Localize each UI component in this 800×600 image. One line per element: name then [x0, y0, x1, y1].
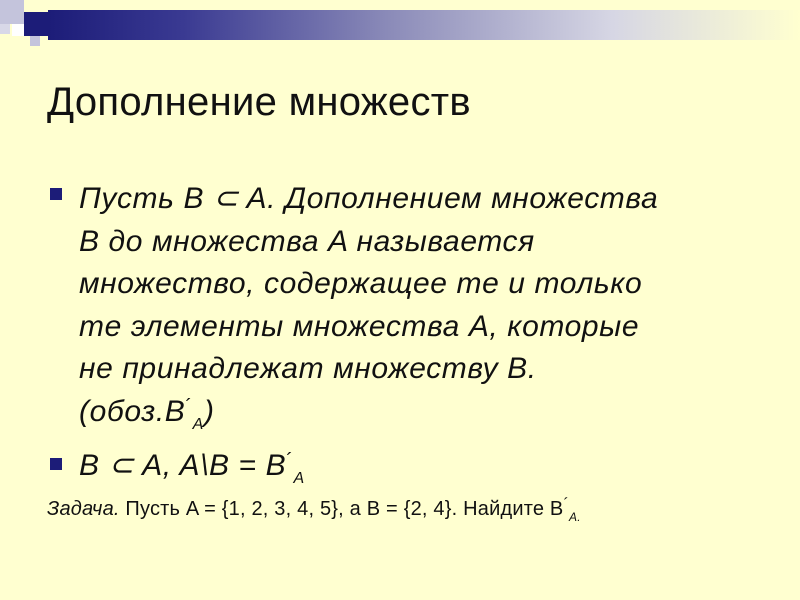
decorative-square — [30, 36, 40, 46]
decorative-square — [0, 24, 10, 34]
complement-subscript: A — [293, 470, 305, 487]
complement-prime: ´ — [185, 395, 193, 418]
definition-line: те элементы множества A, которые — [79, 309, 640, 343]
slide-title: Дополнение множеств — [47, 80, 471, 124]
definition-line: множество, содержащее те и только — [79, 267, 643, 300]
notation-suffix: ) — [203, 394, 215, 428]
task-label: Задача. — [47, 498, 120, 520]
task-prime: ´ — [563, 496, 569, 513]
notation-prefix: (обоз. — [79, 394, 165, 428]
complement-notation — [286, 449, 305, 487]
notation-line — [79, 391, 779, 439]
formula-text: B ⊂ A, A\B = B — [79, 449, 287, 482]
complement-notation — [165, 391, 204, 439]
formula-line — [79, 448, 305, 487]
bullet-square-icon — [50, 458, 62, 470]
complement-set: B — [164, 394, 186, 428]
definition-paragraph — [79, 178, 779, 438]
bullet-square-icon — [50, 188, 62, 200]
definition-line: не принадлежат множеству B. — [79, 352, 537, 385]
header-gradient-bar — [48, 10, 800, 40]
definition-line: B до множества A называется — [79, 224, 535, 258]
decorative-square — [0, 0, 24, 24]
decorative-square — [24, 12, 48, 36]
task-text: Пусть A = {1, 2, 3, 4, 5}, а B = {2, 4}. Найдите B — [119, 498, 564, 520]
decorative-square — [12, 24, 24, 36]
definition-line: Пусть B ⊂ A. Дополнением множества — [79, 182, 659, 215]
task-line — [47, 496, 581, 524]
task-subscript: A. — [569, 510, 581, 524]
complement-prime: ´ — [286, 450, 294, 472]
complement-subscript: A — [192, 415, 204, 433]
